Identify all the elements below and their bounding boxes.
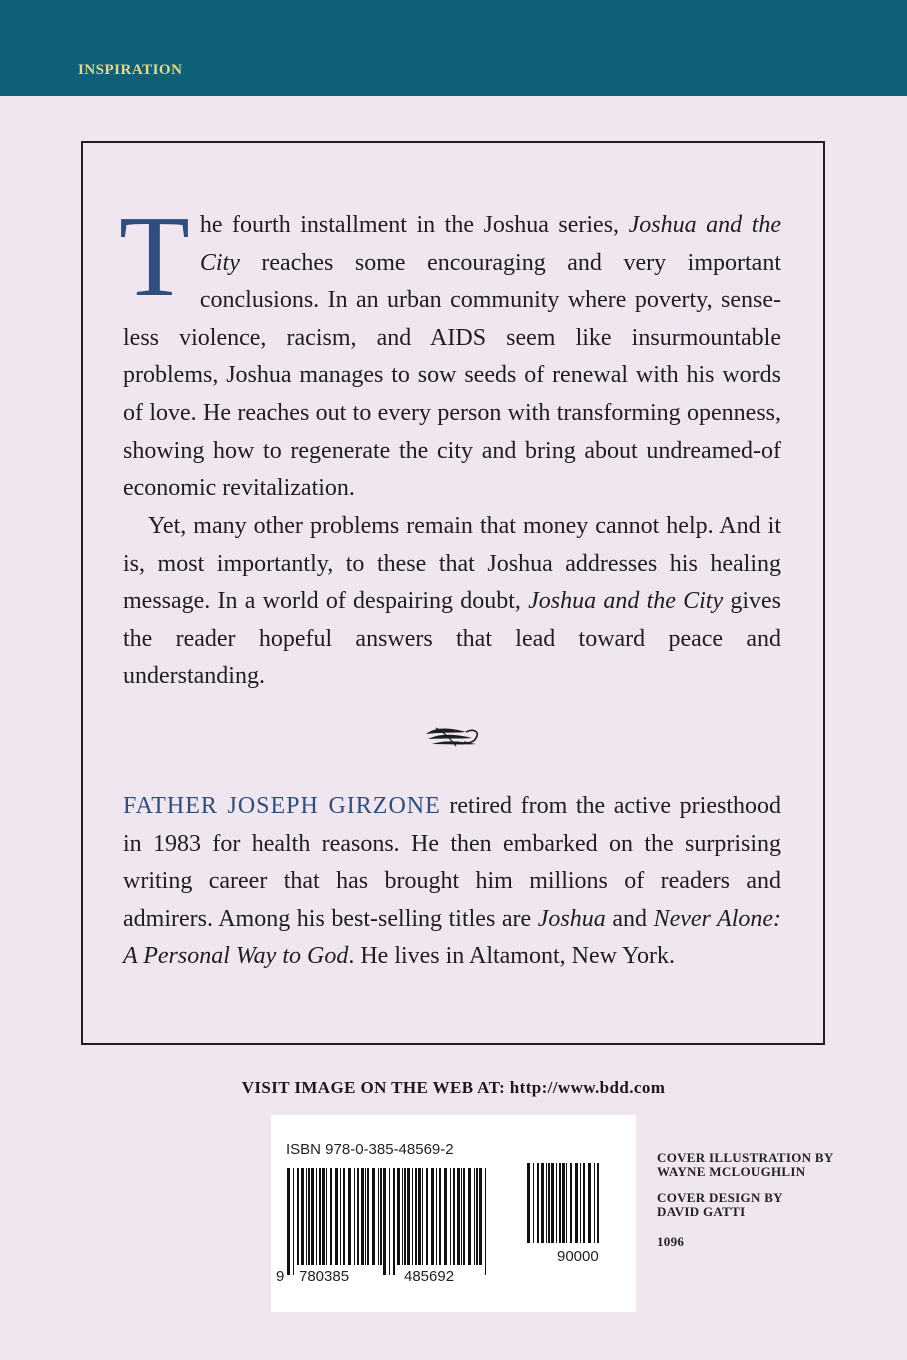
barcode-bar xyxy=(354,1168,355,1265)
bio-text-2: and xyxy=(605,905,654,932)
barcode-lead-digit: 9 xyxy=(276,1268,285,1285)
website-url[interactable]: http://www.bdd.com xyxy=(509,1078,666,1097)
barcode-bar xyxy=(319,1168,321,1265)
barcode-bar xyxy=(570,1163,572,1243)
barcode-bar xyxy=(397,1168,400,1265)
barcode-bar xyxy=(450,1168,451,1265)
designer-name: DAVID GATTI xyxy=(657,1204,746,1219)
barcode-bar xyxy=(357,1168,359,1265)
isbn-text: ISBN 978-0-385-48569-2 xyxy=(286,1141,454,1158)
barcode-bar xyxy=(476,1168,478,1265)
barcode-bar xyxy=(474,1168,475,1265)
barcode-bar xyxy=(361,1168,364,1265)
barcode-bar xyxy=(330,1168,332,1265)
barcode-bar xyxy=(457,1168,460,1265)
barcode-bar xyxy=(287,1168,290,1275)
barcode-bar xyxy=(418,1168,421,1265)
barcode-bar xyxy=(479,1168,482,1265)
bio-text-1: retired from the active priesthood in 1983 for health reasons. He then embarked on the surprising writing career that has brought him millions of readers and admirers. Among his best-selling titles are xyxy=(123,793,781,932)
barcode-bar xyxy=(367,1168,369,1265)
barcode-bar xyxy=(412,1168,413,1265)
book-title-italic: Joshua and the City xyxy=(199,212,782,276)
illustration-credit-label: COVER ILLUSTRATION BY xyxy=(657,1150,834,1165)
book-title-italic: Joshua xyxy=(537,905,606,932)
barcode-bar xyxy=(463,1168,465,1265)
barcode-bar xyxy=(322,1168,325,1265)
barcode-bar xyxy=(575,1163,578,1243)
barcode-bar xyxy=(306,1168,307,1265)
barcode-bar xyxy=(383,1168,386,1275)
barcode-bar xyxy=(297,1168,299,1265)
barcode-bar xyxy=(404,1168,406,1265)
barcode-bar xyxy=(439,1168,441,1265)
barcode-bar xyxy=(378,1168,379,1265)
barcode-bar xyxy=(343,1168,345,1265)
barcode-bar xyxy=(556,1163,557,1243)
p2-text-end: gives the reader hopeful answers that lead toward peace and understanding. xyxy=(123,588,782,690)
barcode-bar xyxy=(431,1168,434,1265)
barcode-bar xyxy=(444,1168,447,1265)
barcode-bar xyxy=(436,1168,437,1265)
barcode-bar xyxy=(426,1168,428,1265)
barcode-bar xyxy=(533,1163,534,1243)
barcode-bar xyxy=(407,1168,410,1265)
author-bio-paragraph xyxy=(123,788,781,976)
barcode-bar xyxy=(311,1168,314,1265)
illustrator-name: WAYNE MCLOUGHLIN xyxy=(657,1164,806,1179)
barcode-bar xyxy=(415,1168,417,1265)
barcode-bar xyxy=(316,1168,317,1265)
barcode-bar xyxy=(461,1168,462,1265)
barcode-bar xyxy=(380,1168,382,1265)
barcode-right-digits: 485692 xyxy=(404,1268,455,1285)
p1-text-start: he fourth installment in the Joshua series, xyxy=(199,212,629,238)
bio-text-3: . He lives in Altamont, New York. xyxy=(348,943,675,970)
barcode-bar xyxy=(372,1168,375,1265)
barcode-bar xyxy=(326,1168,327,1265)
barcode-bar xyxy=(348,1168,351,1265)
barcode-bar xyxy=(559,1163,561,1243)
barcode-bar xyxy=(293,1168,294,1275)
website-line xyxy=(0,1078,907,1098)
barcode-bar xyxy=(551,1163,554,1243)
barcode-bar xyxy=(365,1168,366,1265)
barcode-bar xyxy=(335,1168,338,1265)
book-title-italic: Never Alone: A Personal Way to God xyxy=(123,905,782,970)
p1-text-end: reaches some encouraging and very important conclusions. In an urban community where poverty, senseless violence, racism, and AIDS seem like insurmountable problems, Joshua manages to sow seeds of renewal with his words of love. He reaches out to every person with transforming openness, showing how to regenerate the city and bring about undreamed-of economic revitalization. xyxy=(123,249,781,502)
barcode-bar xyxy=(546,1163,547,1243)
barcode-bar xyxy=(562,1163,565,1243)
website-label: VISIT IMAGE ON THE WEB AT: xyxy=(241,1078,510,1097)
barcode-bar xyxy=(597,1163,599,1243)
price-code-digits: 90000 xyxy=(557,1248,599,1265)
barcode-bar xyxy=(583,1163,585,1243)
description-paragraph-2 xyxy=(123,508,781,696)
top-color-band xyxy=(0,0,907,96)
description-paragraph-1 xyxy=(119,193,782,508)
barcode-bar xyxy=(594,1163,595,1243)
author-name: FATHER JOSEPH GIRZONE xyxy=(123,793,441,819)
barcode-bar xyxy=(453,1168,455,1265)
barcode-bar xyxy=(566,1163,567,1243)
drop-cap-letter: T xyxy=(119,193,190,321)
barcode-bar xyxy=(588,1163,591,1243)
barcode-bar xyxy=(468,1168,471,1265)
barcode-left-digits: 780385 xyxy=(299,1268,350,1285)
book-title-italic: Joshua and the City xyxy=(528,588,724,615)
barcode-bar xyxy=(308,1168,310,1265)
barcode-bar xyxy=(402,1168,403,1265)
barcode-bar xyxy=(393,1168,395,1275)
barcode-bar xyxy=(527,1163,530,1243)
barcode-bar xyxy=(422,1168,423,1265)
barcode-bar xyxy=(537,1163,539,1243)
barcode-panel xyxy=(271,1115,636,1312)
barcode-bar xyxy=(548,1163,550,1243)
barcode-bar xyxy=(580,1163,581,1243)
barcode-bar xyxy=(340,1168,341,1265)
cover-credits xyxy=(657,1151,857,1249)
p2-text-start: Yet, many other problems remain that money cannot help. And it is, most importantly, to these that Joshua addresses his healing message. In a world of despairing doubt, xyxy=(123,513,781,615)
barcode-bar xyxy=(485,1168,486,1275)
print-code: 1096 xyxy=(657,1234,685,1249)
barcode-bar xyxy=(301,1168,304,1265)
barcode-bar xyxy=(541,1163,544,1243)
design-credit-label: COVER DESIGN BY xyxy=(657,1190,783,1205)
barcode-bar xyxy=(389,1168,390,1275)
leaf-ornament-icon xyxy=(422,722,482,750)
category-label: INSPIRATION xyxy=(78,62,183,78)
